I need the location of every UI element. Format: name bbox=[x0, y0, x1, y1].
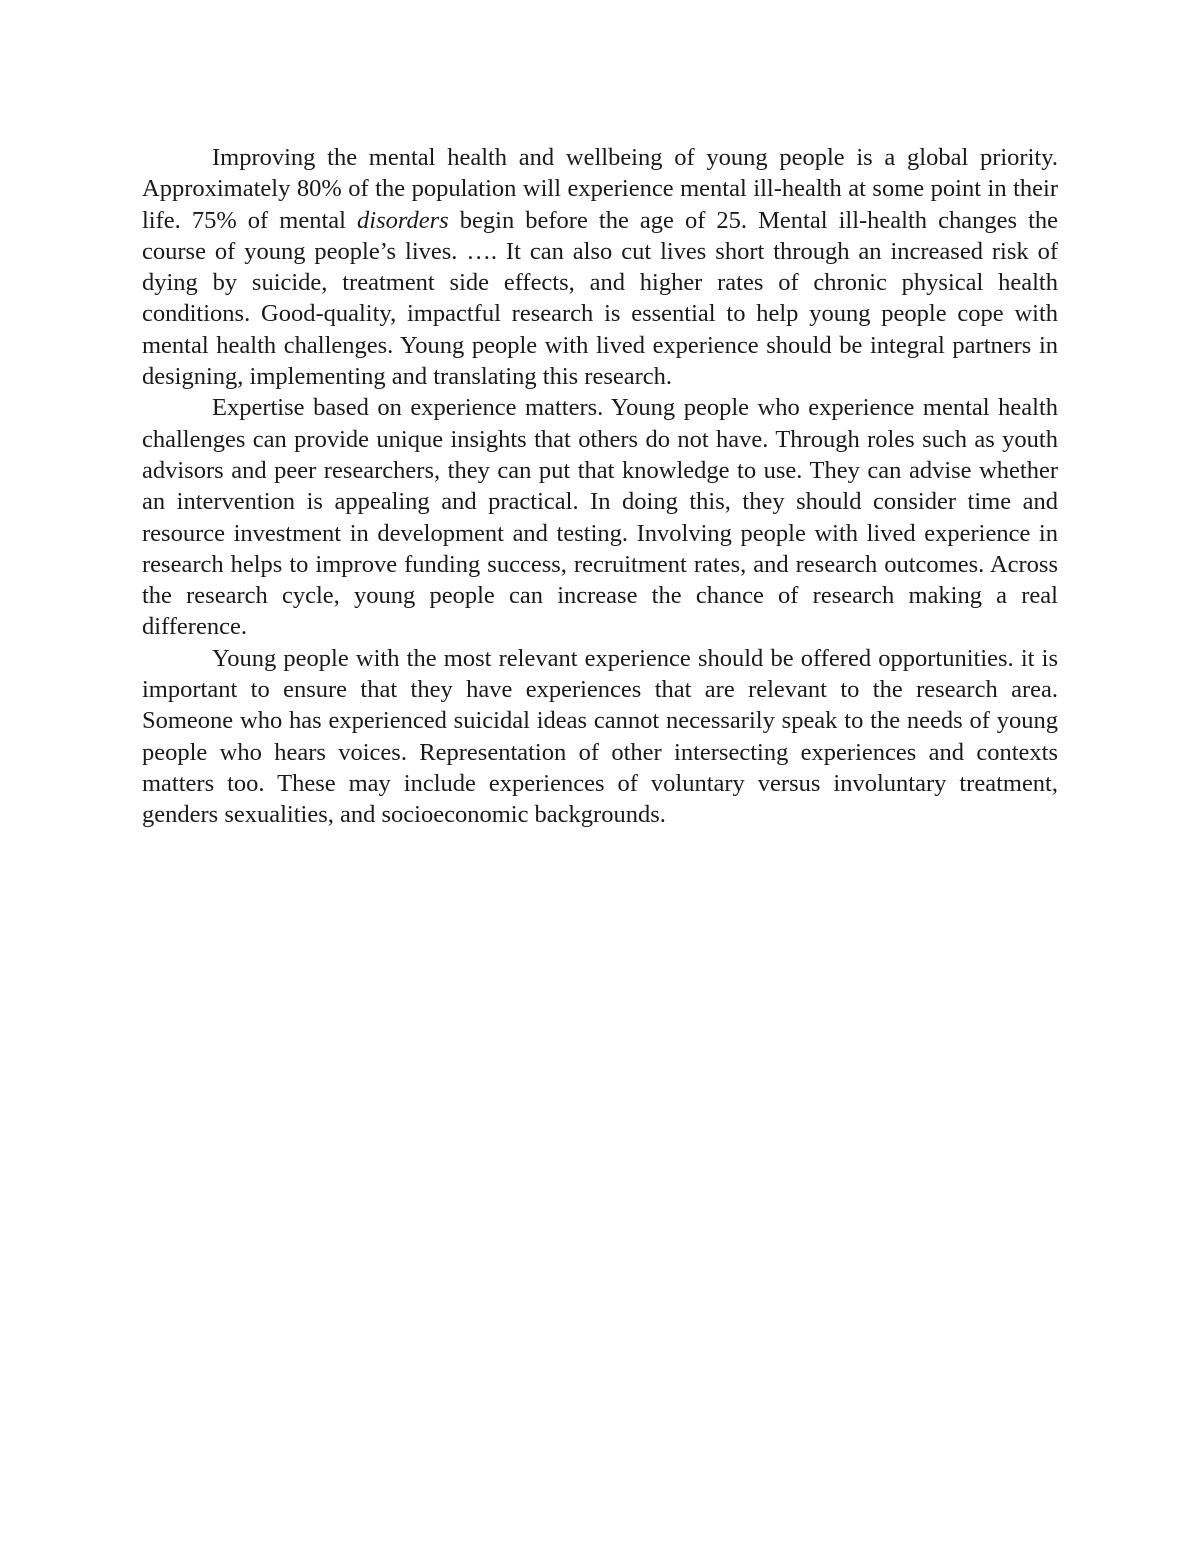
paragraph-1-text-end: begin before the age of 25. Mental ill-health changes the course of young people’s lives. …. It can also cut lives short through an increased risk of dying by suicide, treatment side effects, and higher rates of chronic physical health conditions. Good-quality, impactful research is essential to help young people cope with mental health challenges. Young people with lived experience should be integral partners in designing, implementing and translating this research. bbox=[142, 206, 1058, 391]
paragraph-2-text: Expertise based on experience matters. Young people who experience mental health challenges can provide unique insights that others do not have. Through roles such as youth advisors and peer researchers, they can put that knowledge to use. They can advise whether an intervention is appealing and practical. In doing this, they should consider time and resource investment in development and testing. Involving people with lived experience in research helps to improve funding success, recruitment rates, and research outcomes. Across the research cycle, young people can increase the chance of research making a real difference. bbox=[142, 394, 1058, 641]
paragraph-1-text-start: Improving the mental health and wellbeing of young people is a global priority. Approximately 80% of the population will experience mental ill-health at some point in their life. 75% of mental bbox=[142, 144, 1058, 234]
document-body bbox=[142, 142, 1058, 831]
paragraph-3-text: Young people with the most relevant experience should be offered opportunities. it is important to ensure that they have experiences that are relevant to the research area. Someone who has experienced suicidal ideas cannot necessarily speak to the needs of young people who hears voices. Representation of other intersecting experiences and contexts matters too. These may include experiences of voluntary versus involuntary treatment, genders sexualities, and socioeconomic backgrounds. bbox=[142, 644, 1058, 829]
paragraph-3 bbox=[142, 643, 1058, 831]
italic-term-disorders: disorders bbox=[357, 206, 449, 234]
paragraph-1 bbox=[142, 142, 1058, 392]
paragraph-2 bbox=[142, 392, 1058, 642]
